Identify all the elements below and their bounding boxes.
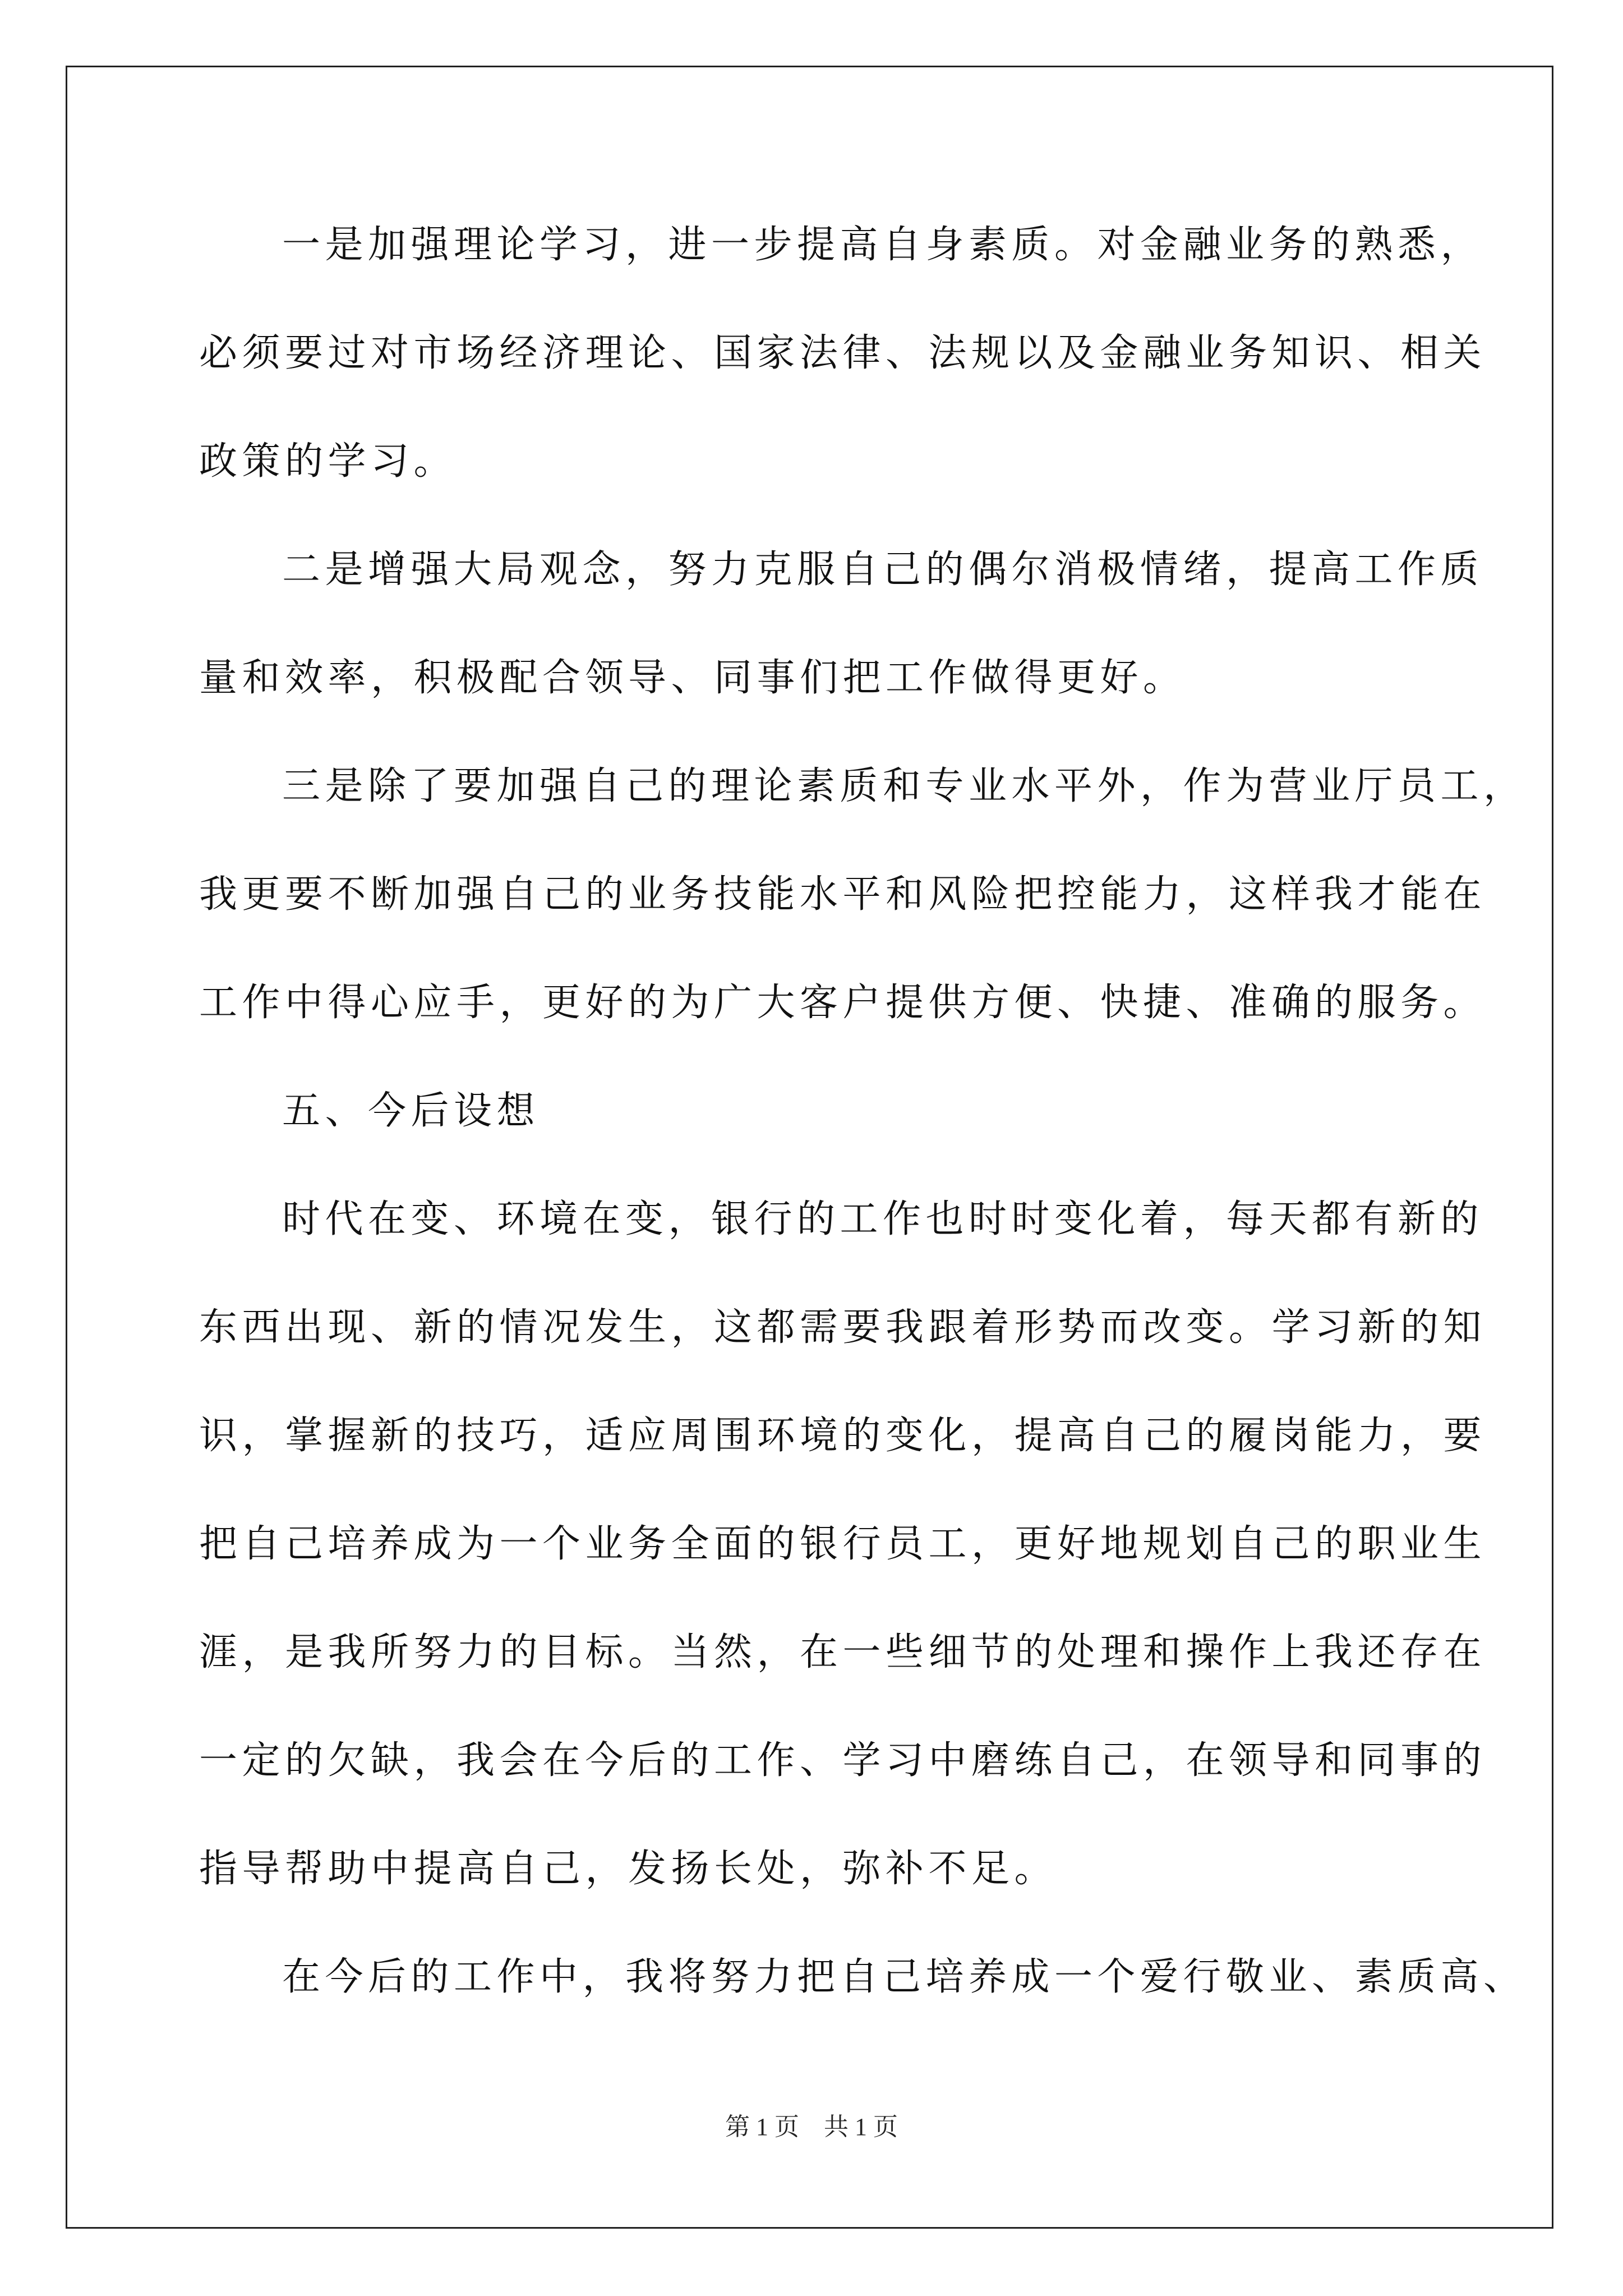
text-line: 量和效率，积极配合领导、同事们把工作做得更好。 bbox=[199, 656, 1186, 700]
text-line: 一定的欠缺，我会在今后的工作、学习中磨练自己，在领导和同事的 bbox=[199, 1738, 1487, 1783]
text-line: 必须要过对市场经济理论、国家法律、法规以及金融业务知识、相关 bbox=[199, 331, 1487, 375]
document-body bbox=[199, 191, 1527, 2031]
page-number-footer: 第 1 页 共 1 页 bbox=[725, 2113, 898, 2141]
text-line: 二是增强大局观念，努力克服自己的偶尔消极情绪，提高工作质 bbox=[282, 547, 1484, 592]
text-line: 三是除了要加强自己的理论素质和专业水平外，作为营业厅员工， bbox=[282, 764, 1527, 808]
text-line: 在今后的工作中，我将努力把自己培养成一个爱行敬业、素质高、 bbox=[282, 1955, 1527, 1999]
text-line: 东西出现、新的情况发生，这都需要我跟着形势而改变。学习新的知 bbox=[199, 1305, 1487, 1350]
text-line: 把自己培养成为一个业务全面的银行员工，更好地规划自己的职业生 bbox=[199, 1522, 1487, 1566]
text-line: 我更要不断加强自己的业务技能水平和风险把控能力，这样我才能在 bbox=[199, 872, 1487, 917]
text-line: 政策的学习。 bbox=[199, 439, 457, 484]
text-line: 识，掌握新的技巧，适应周围环境的变化，提高自己的履岗能力，要 bbox=[199, 1414, 1487, 1458]
text-line: 五、今后设想 bbox=[282, 1089, 540, 1133]
text-line: 一是加强理论学习，进一步提高自身素质。对金融业务的熟悉， bbox=[282, 223, 1484, 267]
text-line: 工作中得心应手，更好的为广大客户提供方便、快捷、准确的服务。 bbox=[199, 981, 1487, 1025]
text-line: 涯，是我所努力的目标。当然，在一些细节的处理和操作上我还存在 bbox=[199, 1630, 1487, 1674]
text-line: 指导帮助中提高自己，发扬长处，弥补不足。 bbox=[199, 1847, 1058, 1891]
text-line: 时代在变、环境在变，银行的工作也时时变化着，每天都有新的 bbox=[282, 1197, 1484, 1241]
